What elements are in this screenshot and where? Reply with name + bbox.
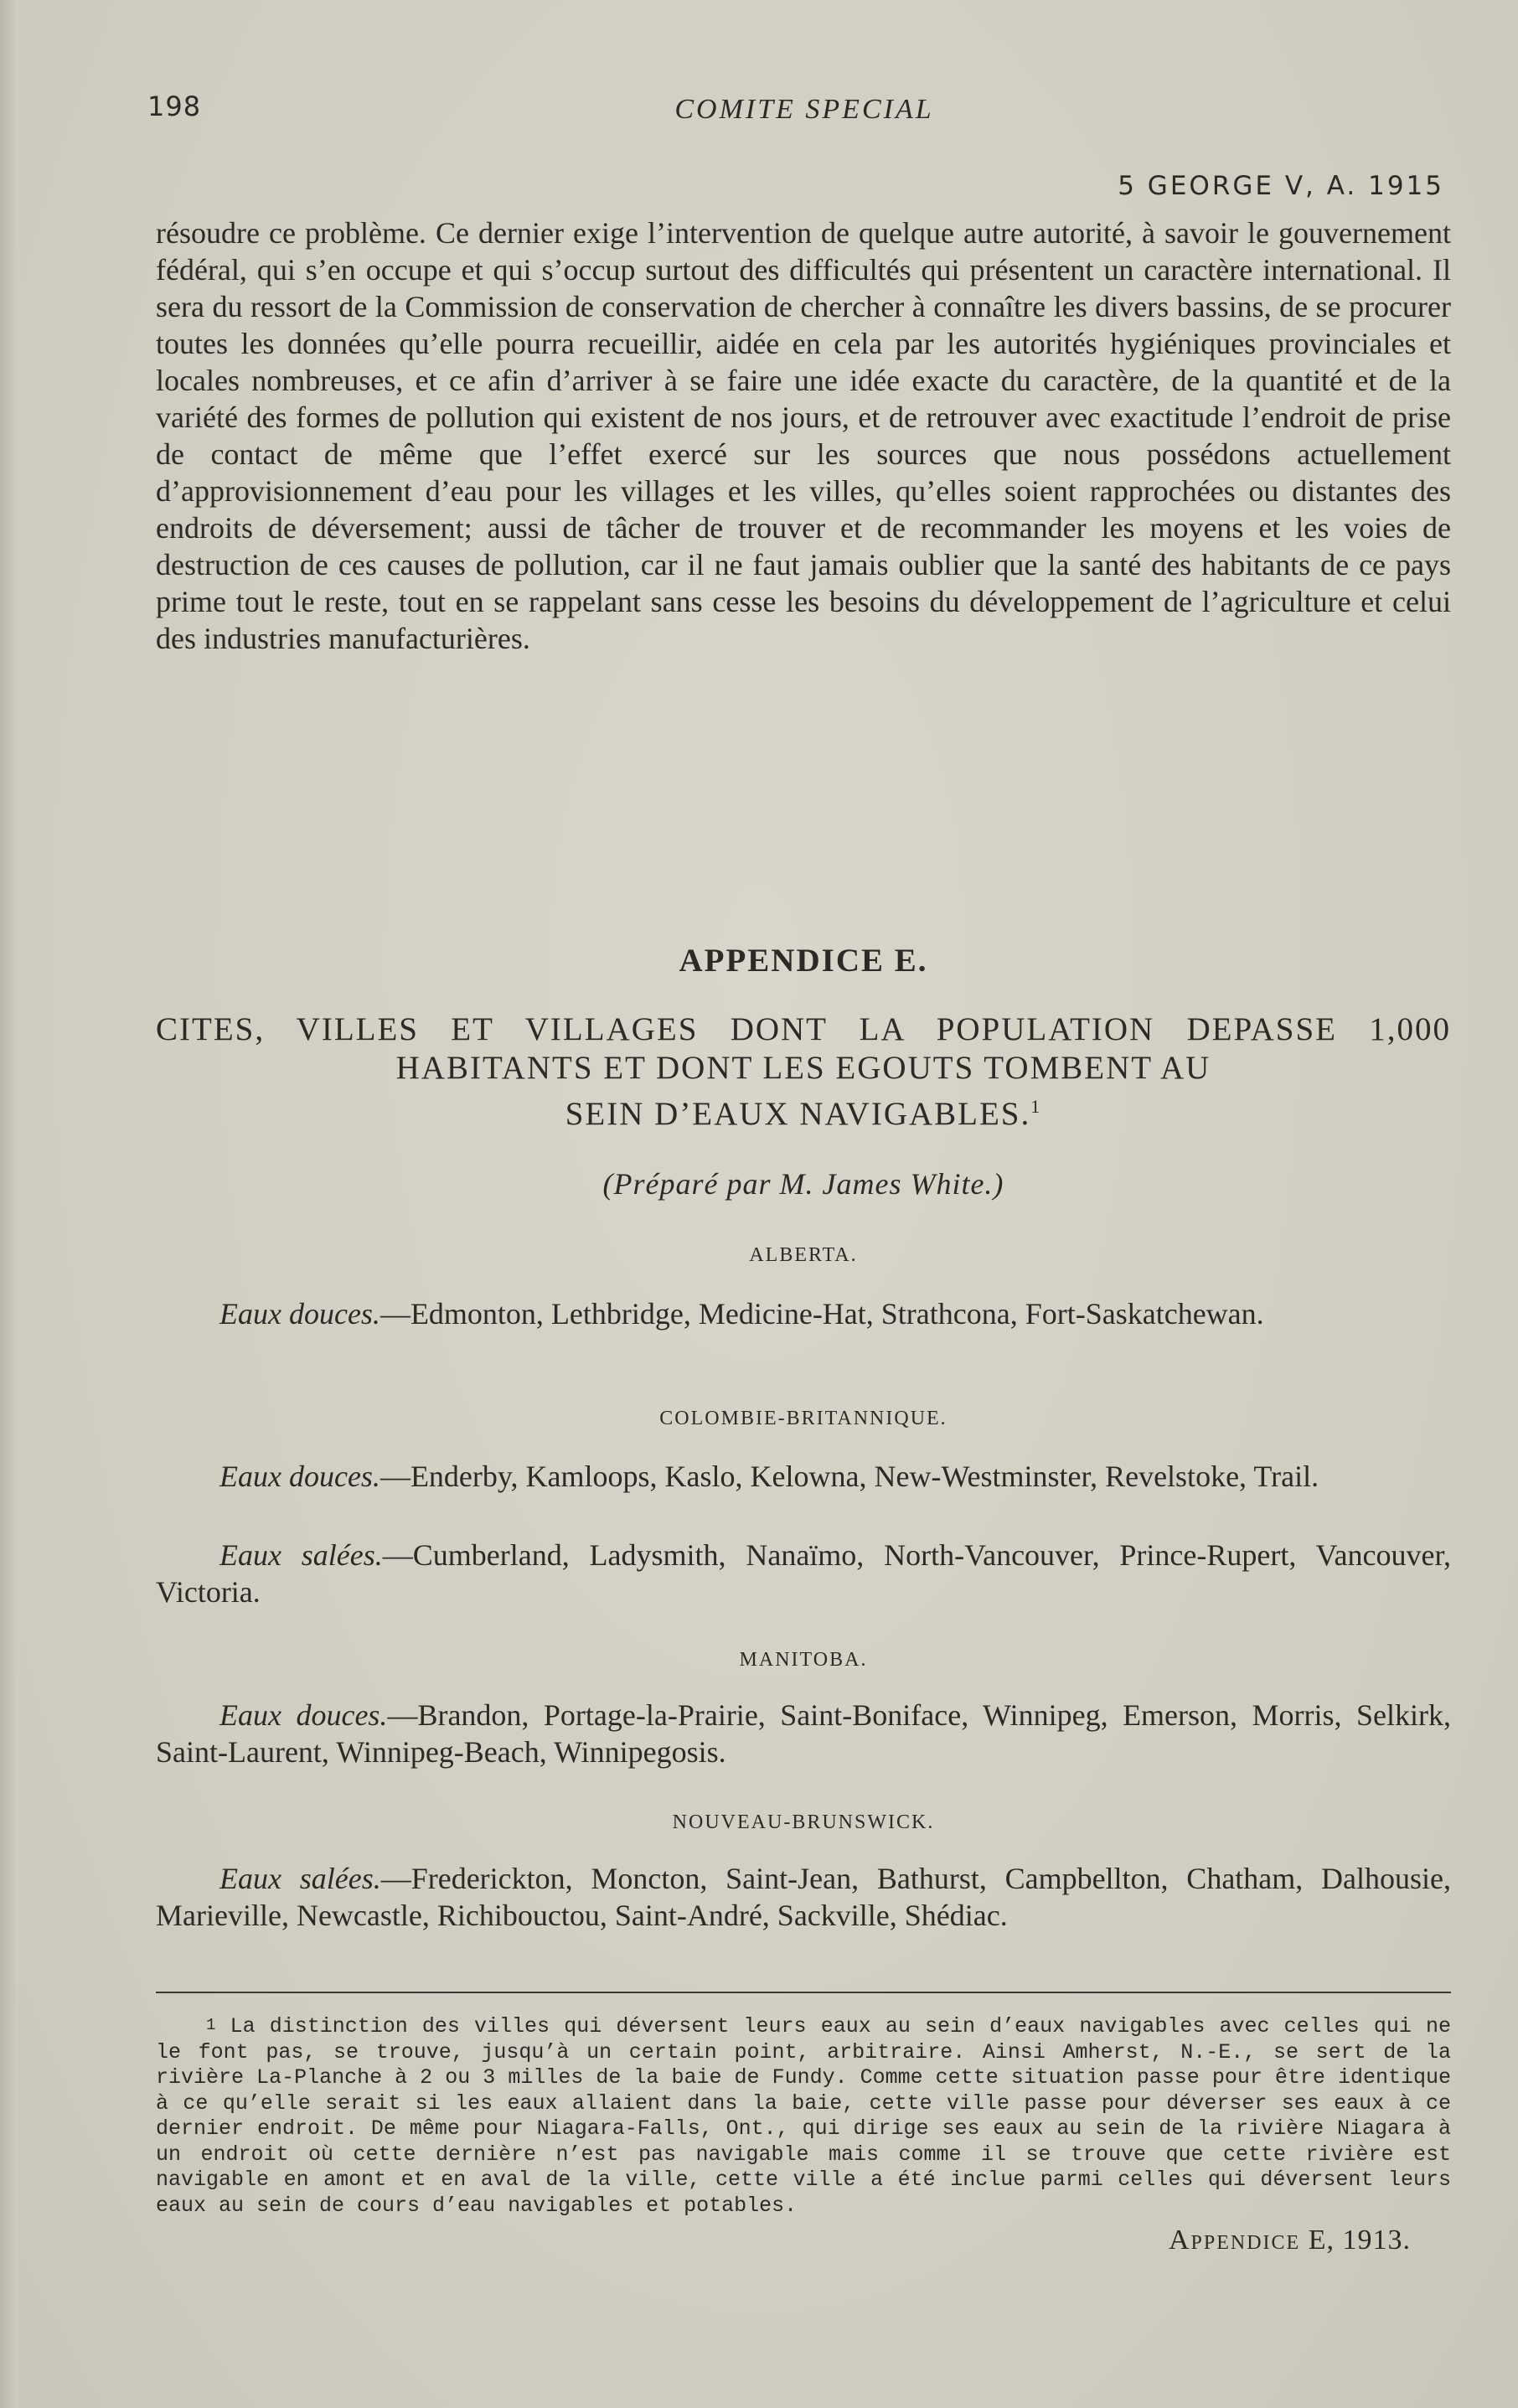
appendix-subtitle-line-1: CITES, VILLES ET VILLAGES DONT LA POPULATION DEPASSE 1,000 (156, 1011, 1451, 1047)
province-heading-bc: COLOMBIE-BRITANNIQUE. (659, 1408, 947, 1429)
fresh-water-label: Eaux douces. (219, 1698, 388, 1732)
town-list: —Enderby, Kamloops, Kaslo, Kelowna, New-Westminster, Revelstoke, Trail. (380, 1460, 1319, 1493)
session-reference: 5 GEORGE V, A. 1915 (1118, 171, 1444, 201)
running-title: COMITE SPECIAL (674, 94, 934, 125)
new-brunswick-salt-water-entry (156, 1860, 1451, 1934)
alberta-fresh-water-entry (156, 1295, 1451, 1332)
province-heading-new-brunswick: NOUVEAU-BRUNSWICK. (672, 1811, 935, 1833)
source-reference-year: E, 1913. (1300, 2225, 1411, 2256)
province-heading-manitoba: MANITOBA. (739, 1649, 868, 1671)
preparer-credit: (Préparé par M. James White.) (602, 1167, 1004, 1201)
salt-water-label: Eaux salées. (219, 1538, 383, 1572)
footnote-text: La distinction des villes qui déversent leurs eaux au sein d’eaux navigables avec celles qui ne le font pas, se trouve, jusqu’à un certain point, arbitraire. Ainsi Amherst, N.-E., se sert de la rivière La-Planche à 2 ou 3 milles de la baie de Fundy. Comme cette situation passe pour être identique à ce qu’elle serait si les eaux allaient dans la baie, cette ville passe pour déverser ses eaux à ce dernier endroit. De même pour Niagara-Falls, Ont., qui dirige ses eaux au sein de la rivière Niagara à un endroit où cette dernière n’est pas navigable mais comme il se trouve que cette rivière est navigable en amont et en aval de la ville, cette ville a été inclue parmi celles qui déversent leurs eaux au sein de cours d’eau navigables et potables. (156, 2014, 1451, 2218)
page-number: 198 (147, 90, 202, 122)
appendix-subtitle-line-3-text: SEIN D’EAUX NAVIGABLES. (565, 1096, 1031, 1132)
appendix-title: APPENDICE E. (679, 943, 928, 979)
footnote-mark: 1 (206, 2016, 216, 2034)
town-list: —Cumberland, Ladysmith, Nanaïmo, North-Vancouver, Prince-Rupert, Vancouver, Victoria. (156, 1538, 1451, 1609)
footnote-divider (156, 1992, 1451, 1993)
town-list: —Brandon, Portage-la-Prairie, Saint-Boniface, Winnipeg, Emerson, Morris, Selkirk, Saint-Laurent, Winnipeg-Beach, Winnipegosis. (156, 1698, 1452, 1769)
source-reference-label: Appendice (1168, 2225, 1301, 2256)
footnote (156, 2013, 1451, 2219)
appendix-subtitle (156, 1010, 1451, 1134)
town-list: —Frederickton, Moncton, Saint-Jean, Bathurst, Campbellton, Chatham, Dalhousie, Marieville, Newcastle, Richibouctou, Saint-André, Sackville, Shédiac. (156, 1862, 1451, 1932)
footnote-reference[interactable]: 1 (1030, 1096, 1042, 1117)
intro-paragraph: résoudre ce problème. Ce dernier exige l’intervention de quelque autre autorité, à savoir le gouvernement fédéral, qui s’en occupe et qui s’occup surtout des difficultés qui présentent un caractère international. Il sera du ressort de la Commission de conservation de chercher à connaître les divers bassins, de se procurer toutes les données qu’elle pourra recueillir, aidée en cela par les autorités hygiéniques provinciales et locales nombreuses, et ce afin d’arriver à se faire une idée exacte du caractère, de la quantité et de la variété des formes de pollution qui existent de nos jours, et de retrouver avec exactitude l’endroit de prise de contact de même que l’effet exercé sur les sources que nous possédons actuellement d’approvisionnement d’eau pour les villages et les villes, qu’elles soient rapprochées ou distantes des endroits de déversement; aussi de tâcher de trouver et de recommander les moyens et les voies de destruction de ces causes de pollution, car il ne faut jamais oublier que la santé des habitants de ce pays prime tout le reste, tout en se rappelant sans cesse les besoins du développement de l’agriculture et celui des industries manufacturières. (156, 216, 1451, 655)
page-spine-shadow (0, 0, 18, 2408)
town-list: —Edmonton, Lethbridge, Medicine-Hat, Strathcona, Fort-Saskatchewan. (380, 1297, 1264, 1331)
appendix-subtitle-line-2: HABITANTS ET DONT LES EGOUTS TOMBENT AU (395, 1050, 1211, 1086)
fresh-water-label: Eaux douces. (219, 1460, 380, 1493)
source-reference (1169, 2225, 1411, 2256)
fresh-water-label: Eaux douces. (219, 1297, 380, 1331)
province-heading-alberta: ALBERTA. (749, 1244, 858, 1266)
manitoba-fresh-water-entry (156, 1697, 1451, 1770)
appendix-subtitle-line-3 (156, 1088, 1451, 1134)
bc-salt-water-entry (156, 1537, 1451, 1610)
bc-fresh-water-entry (156, 1458, 1451, 1495)
salt-water-label: Eaux salées. (219, 1862, 381, 1895)
